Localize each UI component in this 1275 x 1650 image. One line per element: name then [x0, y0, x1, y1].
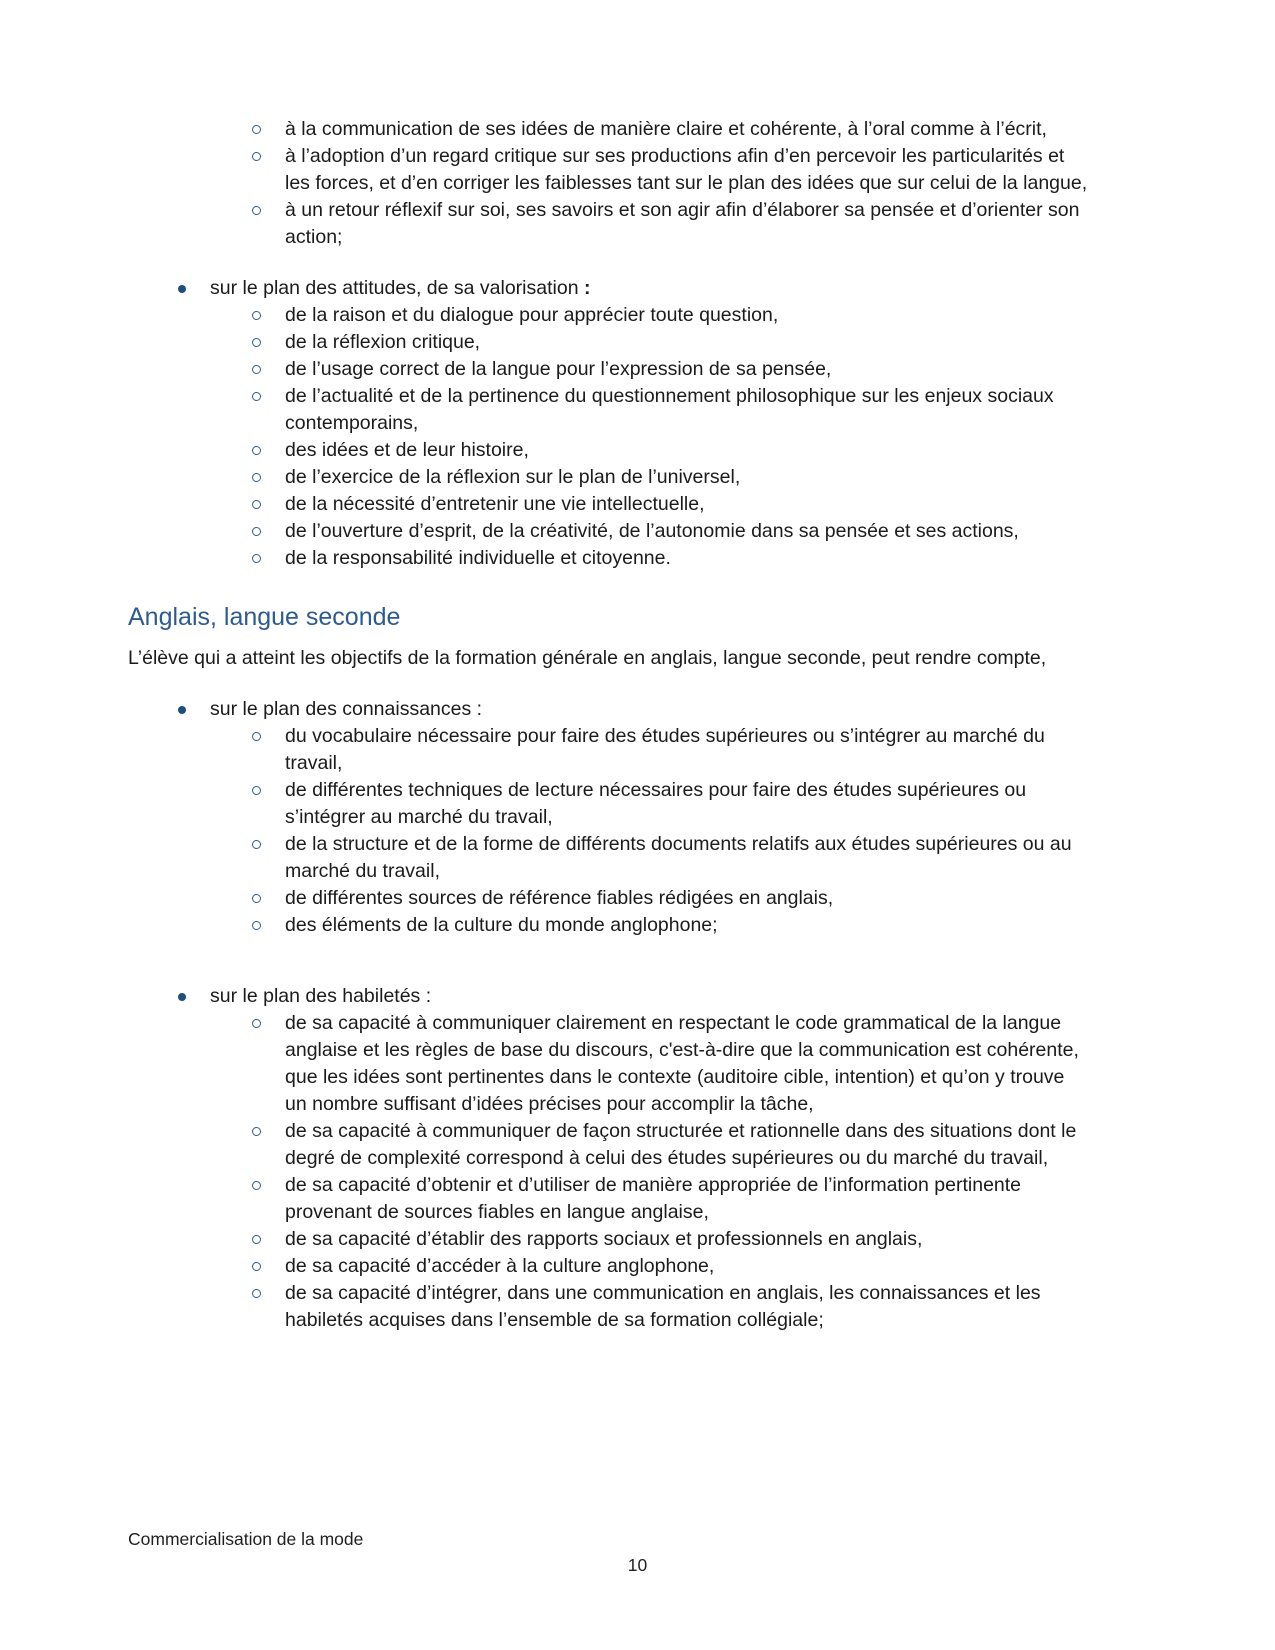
circle-bullet-icon	[252, 500, 261, 509]
circle-bullet-icon	[252, 527, 261, 536]
circle-bullet-icon	[252, 152, 261, 161]
list-item-text: des idées et de leur histoire,	[285, 439, 529, 461]
circle-bullet-icon	[252, 921, 261, 930]
list-item	[128, 197, 1090, 251]
disc-bullet-icon	[178, 706, 186, 714]
list-item	[128, 545, 1090, 572]
list-item-text: des éléments de la culture du monde anglophone;	[285, 914, 718, 936]
habiletes-sublist	[128, 1010, 1090, 1334]
list-item-text: de différentes techniques de lecture nécessaires pour faire des études supérieures ou s’intégrer au marché du travail,	[285, 779, 1027, 828]
circle-bullet-icon	[252, 206, 261, 215]
disc-bullet-icon	[178, 993, 186, 1001]
list-item	[128, 912, 1090, 939]
attitudes-lead	[128, 275, 1090, 302]
list-item-text: à un retour réflexif sur soi, ses savoirs et son agir afin d’élaborer sa pensée et d’orienter son action;	[285, 199, 1080, 248]
list-item-text: de la raison et du dialogue pour apprécier toute question,	[285, 304, 779, 326]
list-item	[128, 464, 1090, 491]
list-item	[128, 1172, 1090, 1226]
list-item	[128, 831, 1090, 885]
circle-bullet-icon	[252, 732, 261, 741]
list-item-text: de sa capacité d’accéder à la culture anglophone,	[285, 1255, 715, 1277]
attitudes-sublist	[128, 302, 1090, 572]
page-number: 10	[627, 1555, 648, 1575]
list-item-text: à la communication de ses idées de manière claire et cohérente, à l’oral comme à l’écrit,	[285, 118, 1047, 140]
list-item	[128, 356, 1090, 383]
circle-bullet-icon	[252, 311, 261, 320]
circle-bullet-icon	[252, 1181, 261, 1190]
circle-bullet-icon	[252, 1235, 261, 1244]
list-item	[128, 777, 1090, 831]
list-item	[128, 1280, 1090, 1334]
circle-bullet-icon	[252, 338, 261, 347]
footer-document-title: Commercialisation de la mode	[128, 1529, 364, 1549]
connaissances-section	[128, 696, 1090, 939]
page-content	[128, 116, 1090, 1334]
list-item	[128, 1226, 1090, 1253]
list-item-text: de sa capacité à communiquer de façon structurée et rationnelle dans des situations dont le degré de complexité correspond à celui des études supérieures ou du marché du travail,	[285, 1120, 1077, 1169]
list-item-text: de l’usage correct de la langue pour l’expression de sa pensée,	[285, 358, 832, 380]
circle-bullet-icon	[252, 125, 261, 134]
list-item-text: de l’exercice de la réflexion sur le plan de l’universel,	[285, 466, 741, 488]
list-item-text: de la structure et de la forme de différents documents relatifs aux études supérieures ou au marché du travail,	[285, 833, 1072, 882]
circle-bullet-icon	[252, 1289, 261, 1298]
list-item	[128, 116, 1090, 143]
section-heading: Anglais, langue seconde	[128, 603, 401, 631]
connaissances-sublist	[128, 723, 1090, 939]
list-item-text: de sa capacité d’établir des rapports sociaux et professionnels en anglais,	[285, 1228, 923, 1250]
circle-bullet-icon	[252, 894, 261, 903]
circle-bullet-icon	[252, 1262, 261, 1271]
circle-bullet-icon	[252, 392, 261, 401]
list-item	[128, 1118, 1090, 1172]
list-item-text: de sa capacité à communiquer clairement en respectant le code grammatical de la langue anglaise et les règles de base du discours, c'est-à-dire que la communication est cohérente, que les idées sont pertinentes dans le contexte (auditoire cible, intention) et qu’on y trouve un nombre suffisant d’idées précises pour accomplir la tâche,	[285, 1012, 1079, 1115]
intro-paragraph: L’élève qui a atteint les objectifs de la formation générale en anglais, langue seconde, peut rendre compte,	[128, 647, 1047, 669]
list-item	[128, 723, 1090, 777]
list-item-text: de la réflexion critique,	[285, 331, 481, 353]
orphan-sublist	[128, 116, 1090, 251]
list-item-text: de la nécessité d’entretenir une vie intellectuelle,	[285, 493, 705, 515]
habiletes-label: sur le plan des habiletés :	[210, 985, 432, 1007]
list-item	[128, 437, 1090, 464]
habiletes-lead	[128, 983, 1090, 1010]
circle-bullet-icon	[252, 365, 261, 374]
list-item	[128, 302, 1090, 329]
list-item-text: de sa capacité d’intégrer, dans une communication en anglais, les connaissances et les habiletés acquises dans l’ensemble de sa formation collégiale;	[285, 1282, 1041, 1331]
list-item-text: de sa capacité d’obtenir et d’utiliser de manière appropriée de l’information pertinente provenant de sources fiables en langue anglaise,	[285, 1174, 1022, 1223]
list-item	[128, 143, 1090, 197]
list-item	[128, 518, 1090, 545]
list-item	[128, 491, 1090, 518]
list-item	[128, 329, 1090, 356]
circle-bullet-icon	[252, 786, 261, 795]
circle-bullet-icon	[252, 446, 261, 455]
connaissances-lead	[128, 696, 1090, 723]
list-item-text: de l’ouverture d’esprit, de la créativité, de l’autonomie dans sa pensée et ses actions,	[285, 520, 1019, 542]
circle-bullet-icon	[252, 473, 261, 482]
list-item	[128, 1010, 1090, 1118]
attitudes-colon: :	[578, 277, 591, 299]
list-item-text: à l’adoption d’un regard critique sur ses productions afin d’en percevoir les particularités et les forces, et d’en corriger les faiblesses tant sur le plan des idées que sur celui de la langue,	[285, 145, 1088, 194]
disc-bullet-icon	[178, 285, 186, 293]
circle-bullet-icon	[252, 1019, 261, 1028]
list-item-text: de l’actualité et de la pertinence du questionnement philosophique sur les enjeux sociaux contemporains,	[285, 385, 1054, 434]
list-item	[128, 383, 1090, 437]
circle-bullet-icon	[252, 840, 261, 849]
circle-bullet-icon	[252, 554, 261, 563]
attitudes-label: sur le plan des attitudes, de sa valorisation	[210, 277, 579, 299]
list-item	[128, 885, 1090, 912]
circle-bullet-icon	[252, 1127, 261, 1136]
habiletes-section	[128, 983, 1090, 1334]
list-item	[128, 1253, 1090, 1280]
list-item-text: de la responsabilité individuelle et citoyenne.	[285, 547, 671, 569]
attitudes-section	[128, 275, 1090, 572]
list-item-text: de différentes sources de référence fiables rédigées en anglais,	[285, 887, 834, 909]
connaissances-label: sur le plan des connaissances :	[210, 698, 483, 720]
list-item-text: du vocabulaire nécessaire pour faire des études supérieures ou s’intégrer au marché du travail,	[285, 725, 1045, 774]
